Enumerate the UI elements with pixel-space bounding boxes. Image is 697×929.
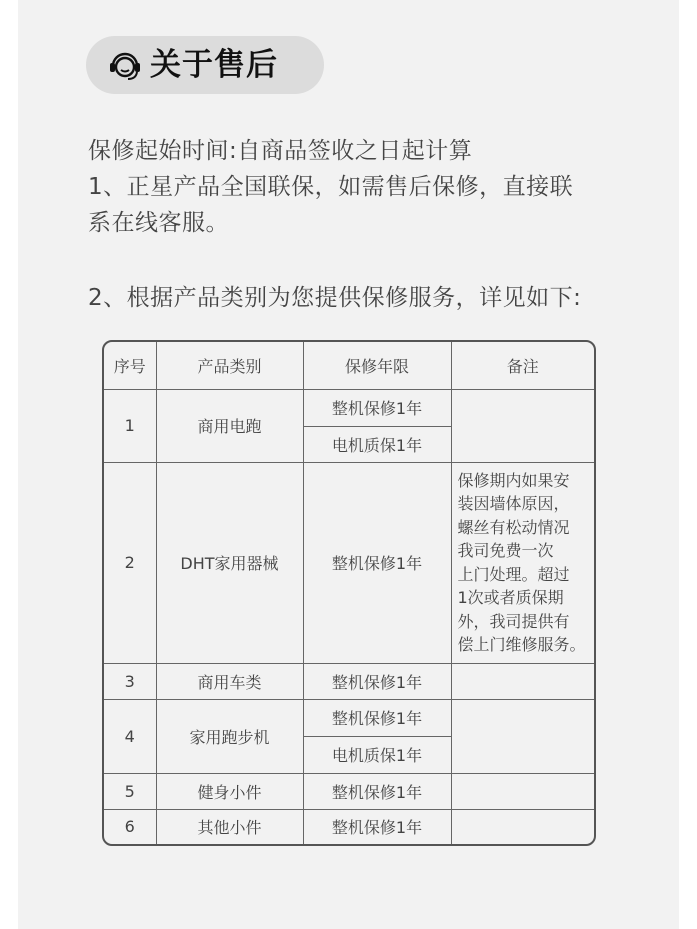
note-line: 1次或者质保期 [457, 588, 564, 607]
header-category: 产品类别 [156, 342, 303, 389]
table-row [104, 663, 594, 699]
row-category: 健身小件 [156, 773, 303, 809]
note-line: 我司免费一次 [457, 541, 554, 560]
warranty-line1-cont: 系在线客服。 [88, 210, 229, 236]
row-note [451, 389, 594, 462]
header-no: 序号 [104, 342, 156, 389]
row-warranty: 电机质保1年 [303, 426, 451, 462]
warranty-start-text: 保修起始时间:自商品签收之日起计算 [88, 138, 473, 164]
table-row [104, 389, 594, 426]
row-category: 商用电跑 [156, 389, 303, 462]
warranty-line1: 1、正星产品全国联保，如需售后保修，直接联 [88, 174, 574, 200]
table-row [104, 773, 594, 809]
row-no: 4 [104, 699, 156, 773]
table-row [104, 699, 594, 736]
section-header [86, 36, 324, 94]
header-note: 备注 [451, 342, 594, 389]
note-line: 上门处理。超过 [457, 564, 570, 584]
row-warranty: 整机保修1年 [303, 663, 451, 699]
table-row [104, 462, 594, 663]
row-category: 家用跑步机 [156, 699, 303, 773]
row-note [451, 773, 594, 809]
row-no: 1 [104, 389, 156, 462]
row-no: 3 [104, 663, 156, 699]
header-warranty: 保修年限 [303, 342, 451, 389]
row-no: 6 [104, 809, 156, 844]
headset-icon [108, 48, 142, 82]
row-category: 商用车类 [156, 663, 303, 699]
note-line: 保修期内如果安 [457, 470, 570, 490]
note-line: 外，我司提供有 [457, 611, 570, 631]
row-no: 5 [104, 773, 156, 809]
note-line: 装因墙体原因， [457, 494, 570, 513]
row-note [451, 663, 594, 699]
row-category: 其他小件 [156, 809, 303, 844]
section-title: 关于售后 [150, 47, 278, 83]
note-line: 偿上门维修服务。 [457, 635, 586, 654]
warranty-line2: 2、根据产品类别为您提供保修服务，详见如下: [88, 285, 582, 311]
table-row [104, 809, 594, 844]
table-header-row [104, 342, 594, 389]
row-warranty: 整机保修1年 [303, 699, 451, 736]
note-line: 螺丝有松动情况 [457, 517, 570, 537]
row-category: DHT家用器械 [156, 462, 303, 663]
row-warranty: 整机保修1年 [303, 773, 451, 809]
row-no: 2 [104, 462, 156, 663]
row-warranty: 整机保修1年 [303, 462, 451, 663]
row-note [451, 699, 594, 773]
row-note [451, 809, 594, 844]
row-warranty: 整机保修1年 [303, 389, 451, 426]
row-warranty: 整机保修1年 [303, 809, 451, 844]
row-note [451, 462, 594, 663]
row-warranty: 电机质保1年 [303, 736, 451, 773]
warranty-table [102, 340, 596, 846]
